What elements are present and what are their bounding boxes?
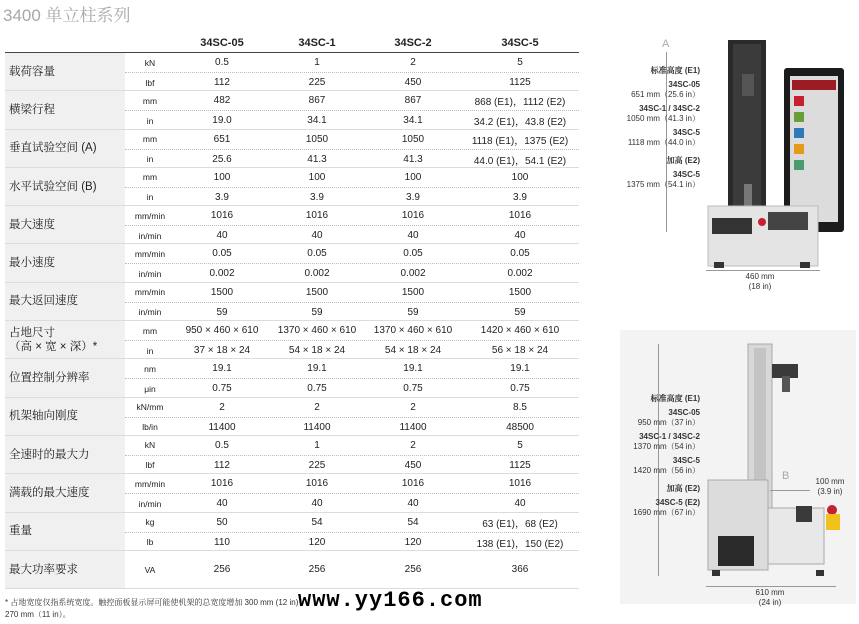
height-annotations [600,66,700,190]
row-label: 全速时的最大力 [5,436,125,473]
table-row [5,283,579,321]
value-cell: 112 [214,459,230,471]
value-cell: 0.05 [510,248,530,260]
unit-cell: nm [144,363,156,374]
unit-cell: lb/in [142,422,158,433]
value-cell: 1370 × 460 × 610 [277,325,357,337]
value-cell: 1016 [210,210,234,222]
unit-cell: in/min [138,268,162,279]
row-label: 最大返回速度 [5,283,125,320]
annotation-value: 1690 mm（67 in） [633,508,700,517]
value-cell: 366 [511,564,529,576]
value-cell: 1420 × 460 × 610 [480,325,560,337]
value-cell: 0.75 [307,383,327,395]
table-row [5,53,579,91]
value-cell: 56 × 18 × 24 [491,345,549,357]
unit-row [125,111,579,130]
value-cell: 1050 [305,133,329,145]
value-cell: 867 [308,95,326,107]
unit-row [125,303,579,322]
value-cell: 867 [404,95,422,107]
annotation-value: 651 mm（25.6 in） [631,90,700,99]
unit-cell: lb [146,537,154,548]
unit-cell: mm [142,134,158,145]
unit-cell: kN/mm [136,402,164,413]
value-cell: 1016 [401,478,425,490]
unit-cell: mm [142,325,158,336]
annotation-heading: 加高 (E2) [666,156,700,165]
unit-cell: mm/min [134,248,166,259]
value-cell: 40 [311,230,323,242]
value-cell: 950 × 460 × 610 [185,325,259,337]
table-row [5,513,579,551]
value-cell: 34.1 [403,115,423,127]
value-cell: 0.5 [215,439,229,451]
value-cell: 0.05 [307,248,327,260]
value-cell: 450 [404,459,422,471]
dimension-line [770,490,810,491]
value-cell: 1050 [401,133,425,145]
annotation-value: 950 mm（37 in） [637,418,700,427]
footnote-line: * 占地宽度仅指系统宽度。触控面板显示屏可能使机架的总宽度增加 300 mm (12 in) [5,598,299,607]
row-label: 满载的最大速度 [5,474,125,511]
value-cell: 19.1 [403,363,423,375]
unit-row [125,456,579,475]
value-cell: 11400 [303,421,331,433]
annotation-value: 1050 mm（41.3 in） [626,114,700,123]
value-cell: 34.2 (E1)，43.8 (E2) [473,117,567,129]
unit-cell: mm/min [134,210,166,221]
value-cell: 41.3 [403,153,423,165]
value-cell: 225 [308,77,326,88]
annotation-heading: 标准高度 (E1) [650,394,700,403]
value-cell: 1500 [508,286,532,298]
unit-row [125,206,579,226]
unit-row [125,150,579,169]
unit-cell: mm/min [134,287,166,298]
annotation-value: 1420 mm（56 in） [633,466,700,475]
value-cell: 0.002 [209,268,235,280]
value-cell: 54 [311,516,323,528]
table-body [5,53,579,589]
unit-cell: in/min [138,230,162,241]
unit-cell: lbf [145,460,155,471]
model-header: 34SC-05 [200,37,244,49]
unit-row [125,53,579,73]
value-cell: 100 [213,171,231,183]
unit-row [125,551,579,589]
unit-row [125,436,579,456]
value-cell: 1016 [401,210,425,222]
value-cell: 868 (E1)，1112 (E2) [474,97,566,109]
unit-cell: in/min [138,498,162,509]
unit-row [125,418,579,437]
value-cell: 63 (E1)，68 (E2) [482,518,558,530]
value-cell: 5 [517,57,523,68]
row-label: 机架轴向刚度 [5,398,125,435]
value-cell: 40 [407,230,419,242]
unit-row [125,130,579,150]
value-cell: 1016 [210,478,234,490]
unit-cell: in [146,154,154,165]
annotation-model: 34SC-5 (E2) [655,498,700,507]
value-cell: 0.002 [304,268,330,280]
table-row [5,168,579,206]
unit-row [125,264,579,283]
value-cell: 54 [407,516,419,528]
value-cell: 59 [407,306,419,318]
value-cell: 0.05 [212,248,232,260]
value-cell: 1016 [305,210,329,222]
model-header: 34SC-2 [394,37,432,49]
row-label: 最小速度 [5,244,125,281]
height-annotations [598,394,700,518]
annotation-model: 34SC-5 [672,456,700,465]
unit-cell: lbf [145,77,155,88]
value-cell: 41.3 [307,153,327,165]
value-cell: 100 [308,171,326,183]
footnote [5,597,565,621]
unit-row [125,474,579,494]
unit-row [125,379,579,398]
value-cell: 50 [216,516,228,528]
unit-cell: in [146,192,154,203]
value-cell: 3.9 [513,191,527,203]
value-cell: 3.9 [406,191,420,203]
unit-row [125,321,579,341]
width-label: 610 mm (24 in) [755,588,785,607]
row-label: 位置控制分辨率 [5,359,125,396]
value-cell: 2 [314,401,320,413]
value-cell: 2 [410,439,416,451]
value-cell: 19.1 [212,363,232,375]
value-cell: 1500 [210,286,234,298]
value-cell: 11400 [399,421,427,433]
table-row [5,206,579,244]
value-cell: 0.75 [510,383,530,395]
annotation-value: 1118 mm（44.0 in） [627,138,700,147]
value-cell: 2 [410,57,416,68]
unit-row [125,226,579,245]
table-row [5,436,579,474]
value-cell: 40 [514,498,526,510]
value-cell: 112 [214,77,230,88]
spec-table [5,33,579,589]
table-row [5,130,579,168]
row-label: 最大速度 [5,206,125,243]
unit-row [125,244,579,264]
unit-cell: μin [144,383,156,394]
annotation-model: 34SC-05 [668,408,700,417]
value-cell: 100 [511,171,529,183]
table-header [5,33,579,49]
value-cell: 5 [517,439,523,451]
value-cell: 2 [410,401,416,413]
annotation-model: 34SC-1 / 34SC-2 [639,104,700,113]
value-cell: 1016 [305,478,329,490]
value-cell: 40 [216,230,228,242]
value-cell: 256 [213,564,231,576]
value-cell: 59 [514,306,526,318]
unit-row [125,398,579,418]
unit-row [125,359,579,379]
value-cell: 0.002 [507,268,533,280]
row-label: 水平试验空间 (B) [5,168,125,205]
dimension-line [706,586,836,587]
unit-row [125,91,579,111]
row-label: 横梁行程 [5,91,125,128]
unit-cell: in/min [138,307,162,318]
value-cell: 3.9 [215,191,229,203]
unit-row [125,533,579,552]
annotation-model: 34SC-5 [672,170,700,179]
value-cell: 40 [407,498,419,510]
unit-cell: kg [145,517,155,528]
table-row [5,321,579,359]
table-row [5,359,579,397]
value-cell: 256 [308,564,326,576]
unit-cell: mm [142,172,158,183]
value-cell: 59 [216,306,228,318]
unit-cell: in [146,115,154,126]
value-cell: 37 × 18 × 24 [193,345,251,357]
value-cell: 450 [404,77,422,88]
value-cell: 1118 (E1)，1375 (E2) [471,135,569,147]
unit-row [125,168,579,188]
value-cell: 44.0 (E1)，54.1 (E2) [473,155,567,167]
value-cell: 0.05 [403,248,423,260]
unit-row [125,494,579,513]
value-cell: 100 [404,171,422,183]
width-label: 460 mm (18 in) [745,272,775,291]
value-cell: 0.002 [400,268,426,280]
annotation-heading: 加高 (E2) [666,484,700,493]
value-cell: 1016 [508,478,532,490]
unit-cell: VA [144,564,156,575]
value-cell: 0.75 [403,383,423,395]
model-header: 34SC-1 [298,37,336,49]
row-label: 载荷容量 [5,53,125,90]
value-cell: 1125 [509,459,531,471]
annotation-model: 34SC-5 [672,128,700,137]
depth-label: 100 mm (3.9 in) [815,477,845,496]
value-cell: 19.1 [510,363,530,375]
value-cell: 54 × 18 × 24 [384,345,442,357]
unit-cell: mm [142,95,158,106]
footnote-line: 270 mm（11 in）。 [5,610,71,619]
value-cell: 1500 [401,286,425,298]
value-cell: 40 [514,230,526,242]
unit-cell: kN [144,440,156,451]
unit-cell: mm/min [134,478,166,489]
table-row [5,551,579,589]
annotation-value: 1375 mm（54.1 in） [626,180,700,189]
unit-row [125,283,579,303]
annotation-heading: 标准高度 (E1) [650,66,700,75]
annotation-model: 34SC-05 [668,80,700,89]
value-cell: 1500 [305,286,329,298]
unit-cell: in [146,345,154,356]
dimension-letter: B [782,470,790,482]
value-cell: 0.75 [212,383,232,395]
value-cell: 59 [311,306,323,318]
row-label: 占地尺寸 （高 × 宽 × 深）* [5,321,125,358]
model-header: 34SC-5 [501,37,539,49]
page-title: 3400 单立柱系列 [3,6,131,25]
annotation-model: 34SC-1 / 34SC-2 [639,432,700,441]
value-cell: 11400 [208,421,236,433]
table-row [5,398,579,436]
row-label: 最大功率要求 [5,551,125,588]
watermark: www.yy166.com [298,588,483,613]
value-cell: 19.0 [212,115,232,127]
value-cell: 138 (E1)，150 (E2) [476,538,564,550]
value-cell: 8.5 [513,401,527,413]
value-cell: 110 [214,536,230,548]
value-cell: 1016 [508,210,532,222]
value-cell: 3.9 [310,191,324,203]
value-cell: 120 [308,536,326,548]
unit-row [125,513,579,533]
row-label: 垂直试验空间 (A) [5,130,125,167]
row-label: 重量 [5,513,125,550]
value-cell: 25.6 [212,153,232,165]
dimension-line [706,270,820,271]
value-cell: 1 [314,439,320,451]
unit-row [125,73,579,92]
table-row [5,91,579,129]
value-cell: 120 [404,536,422,548]
value-cell: 482 [213,95,231,107]
table-row [5,474,579,512]
value-cell: 256 [404,564,422,576]
value-cell: 0.5 [215,57,229,68]
annotation-value: 1370 mm（54 in） [633,442,700,451]
value-cell: 1370 × 460 × 610 [373,325,453,337]
value-cell: 40 [311,498,323,510]
value-cell: 34.1 [307,115,327,127]
table-row [5,244,579,282]
value-cell: 1125 [509,77,531,88]
dimension-letter: A [662,38,670,50]
unit-row [125,341,579,360]
value-cell: 2 [219,401,225,413]
value-cell: 40 [216,498,228,510]
value-cell: 225 [308,459,326,471]
unit-cell: kN [144,57,156,68]
value-cell: 19.1 [307,363,327,375]
unit-row [125,188,579,207]
value-cell: 48500 [506,421,534,433]
value-cell: 1 [314,57,320,68]
value-cell: 651 [213,133,231,145]
value-cell: 54 × 18 × 24 [288,345,346,357]
